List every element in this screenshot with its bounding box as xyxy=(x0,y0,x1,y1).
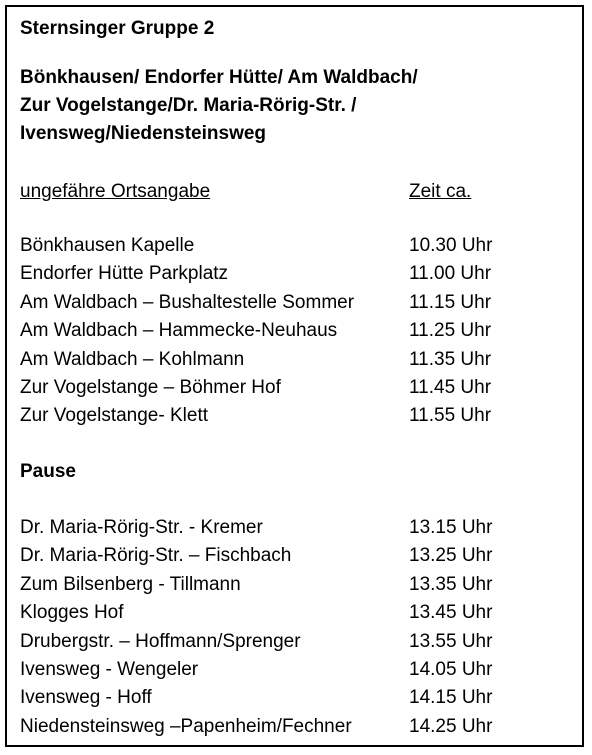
stop-place: Am Waldbach – Hammecke-Neuhaus xyxy=(20,320,338,342)
schedule-row xyxy=(20,346,580,374)
schedule-row xyxy=(20,713,580,741)
route-description xyxy=(20,64,560,148)
stop-time: 11.35 Uhr xyxy=(409,348,492,370)
stop-time: 13.55 Uhr xyxy=(409,630,493,652)
stop-time: 14.15 Uhr xyxy=(409,687,493,709)
stop-place: Zum Bilsenberg - Tillmann xyxy=(20,573,241,595)
route-line: Zur Vogelstange/Dr. Maria-Rörig-Str. / xyxy=(20,95,357,116)
stop-time: 14.25 Uhr xyxy=(409,715,493,737)
stop-time: 13.45 Uhr xyxy=(409,602,493,624)
stop-place: Niedensteinsweg –Papenheim/Fechner xyxy=(20,715,352,737)
schedule-row xyxy=(20,542,580,570)
stop-place: Ivensweg - Hoff xyxy=(20,687,152,709)
stop-place: Zur Vogelstange- Klett xyxy=(20,405,208,427)
stop-time: 13.35 Uhr xyxy=(409,573,493,595)
schedule-row xyxy=(20,684,580,712)
schedule-row xyxy=(20,232,580,260)
stop-place: Drubergstr. – Hoffmann/Sprenger xyxy=(20,630,301,652)
stop-time: 11.15 Uhr xyxy=(409,291,492,313)
schedule-row xyxy=(20,514,580,542)
stop-place: Am Waldbach – Bushaltestelle Sommer xyxy=(20,291,355,313)
schedule-list-afternoon xyxy=(20,514,580,741)
stop-place: Klogges Hof xyxy=(20,602,124,624)
stop-place: Endorfer Hütte Parkplatz xyxy=(20,263,229,285)
stop-time: 10.30 Uhr xyxy=(409,235,493,256)
stop-place: Am Waldbach – Kohlmann xyxy=(20,348,245,370)
stop-place: Zur Vogelstange – Böhmer Hof xyxy=(20,376,281,398)
column-header-place: ungefähre Ortsangabe xyxy=(20,181,211,202)
stop-place: Dr. Maria-Rörig-Str. – Fischbach xyxy=(20,545,292,567)
stop-time: 13.25 Uhr xyxy=(409,545,493,567)
stop-time: 11.25 Uhr xyxy=(409,320,492,342)
stop-place: Bönkhausen Kapelle xyxy=(20,235,195,256)
schedule-row xyxy=(20,260,580,288)
schedule-row xyxy=(20,374,580,402)
stop-time: 11.00 Uhr xyxy=(409,263,492,285)
schedule-row xyxy=(20,571,580,599)
stop-time: 11.45 Uhr xyxy=(409,376,492,398)
schedule-row xyxy=(20,402,580,430)
route-line: Ivensweg/Niedensteinsweg xyxy=(20,123,267,144)
schedule-row xyxy=(20,289,580,317)
schedule-list-morning xyxy=(20,232,580,431)
column-header-time: Zeit ca. xyxy=(409,181,472,202)
schedule-row xyxy=(20,317,580,345)
schedule-row xyxy=(20,628,580,656)
route-line: Bönkhausen/ Endorfer Hütte/ Am Waldbach/ xyxy=(20,67,418,88)
schedule-row xyxy=(20,599,580,627)
stop-time: 13.15 Uhr xyxy=(409,517,493,538)
stop-time: 11.55 Uhr xyxy=(409,405,492,427)
stop-time: 14.05 Uhr xyxy=(409,658,493,680)
pause-label: Pause xyxy=(20,461,76,482)
stop-place: Dr. Maria-Rörig-Str. - Kremer xyxy=(20,517,263,538)
document-title: Sternsinger Gruppe 2 xyxy=(20,18,215,39)
schedule-row xyxy=(20,656,580,684)
stop-place: Ivensweg - Wengeler xyxy=(20,658,199,680)
